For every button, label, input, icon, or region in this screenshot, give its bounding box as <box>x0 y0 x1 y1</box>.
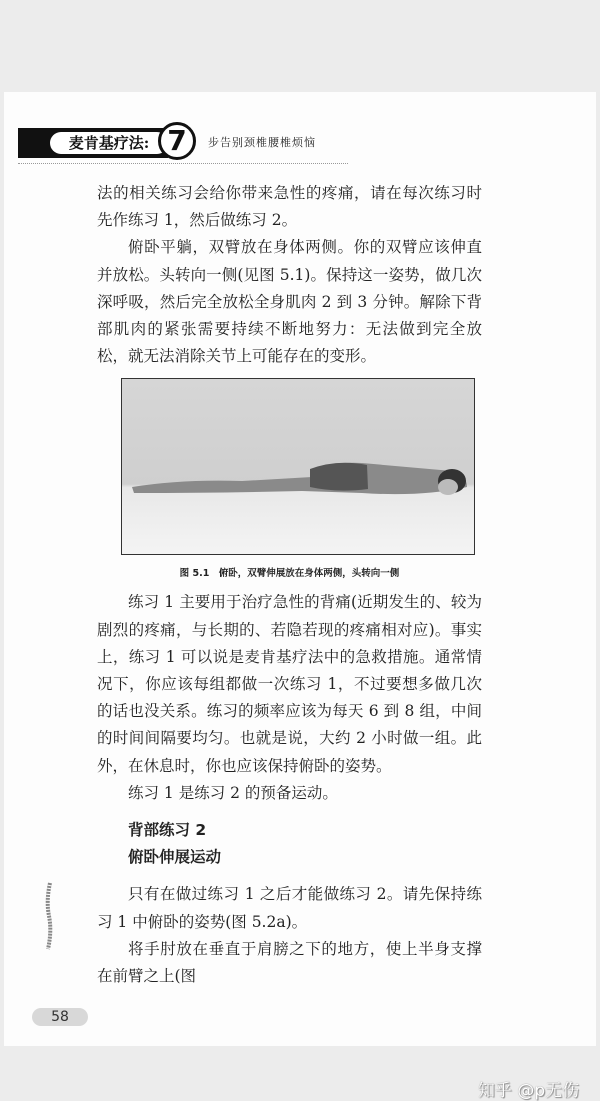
book-title: 麦肯基疗法: <box>50 132 168 154</box>
paragraph: 只有在做过练习 1 之后才能做练习 2。请先保持练习 1 中俯卧的姿势(图 5.2a)。 <box>97 885 482 931</box>
body-text-middle <box>97 589 482 807</box>
section-heading: 背部练习 2 <box>128 821 207 840</box>
prone-person-illustration <box>122 379 474 554</box>
paragraph: 练习 1 主要用于治疗急性的背痛(近期发生的、较为剧烈的疼痛，与长期的、若隐若现的疼痛相对应)。事实上，练习 1 可以说是麦肯基疗法中的急救措施。通常情况下，你应该每组都做一次练习 1，不过要想多做几次的话也没关系。练习的频率应该为每天 6 到 8 组，中间的时间间隔要均匀。也就是说，大约 2 小时做一组。此外，在休息时，你也应该保持俯卧的姿势。 <box>97 593 482 775</box>
header-number: 7 <box>158 122 196 160</box>
page-number: 58 <box>32 1008 88 1026</box>
paragraph: 俯卧平躺，双臂放在身体两侧。你的双臂应该伸直并放松。头转向一侧(见图 5.1)。保持这一姿势，做几次深呼吸，然后完全放松全身肌肉 2 到 3 分钟。解除下背部肌肉的紧张需要持续不断地努力：无法做到完全放松，就无法消除关节上可能存在的变形。 <box>97 238 482 366</box>
paragraph: 将手肘放在垂直于肩膀之下的地方，使上半身支撑在前臂之上(图 <box>97 939 482 986</box>
section <box>97 817 482 871</box>
header-rule <box>18 163 348 164</box>
watermark: 知乎 @p无伤 <box>478 1081 580 1101</box>
body-text-bottom <box>97 881 482 990</box>
header-subtitle: 步告别颈椎腰椎烦恼 <box>208 136 316 149</box>
paragraph: 练习 1 是练习 2 的预备运动。 <box>128 783 338 802</box>
figure-photo <box>121 378 475 555</box>
section-subheading: 俯卧伸展运动 <box>128 848 222 867</box>
chapter-header <box>18 122 348 166</box>
body-text-top <box>97 180 482 370</box>
book-page <box>4 92 596 1046</box>
page-body <box>51 180 482 1026</box>
figure-caption: 图 5.1 俯卧，双臂伸展放在身体两侧，头转向一侧 <box>179 568 400 580</box>
paragraph: 法的相关练习会给你带来急性的疼痛，请在每次练习时先作练习 1，然后做练习 2。 <box>97 184 482 230</box>
spine-icon <box>42 881 56 951</box>
